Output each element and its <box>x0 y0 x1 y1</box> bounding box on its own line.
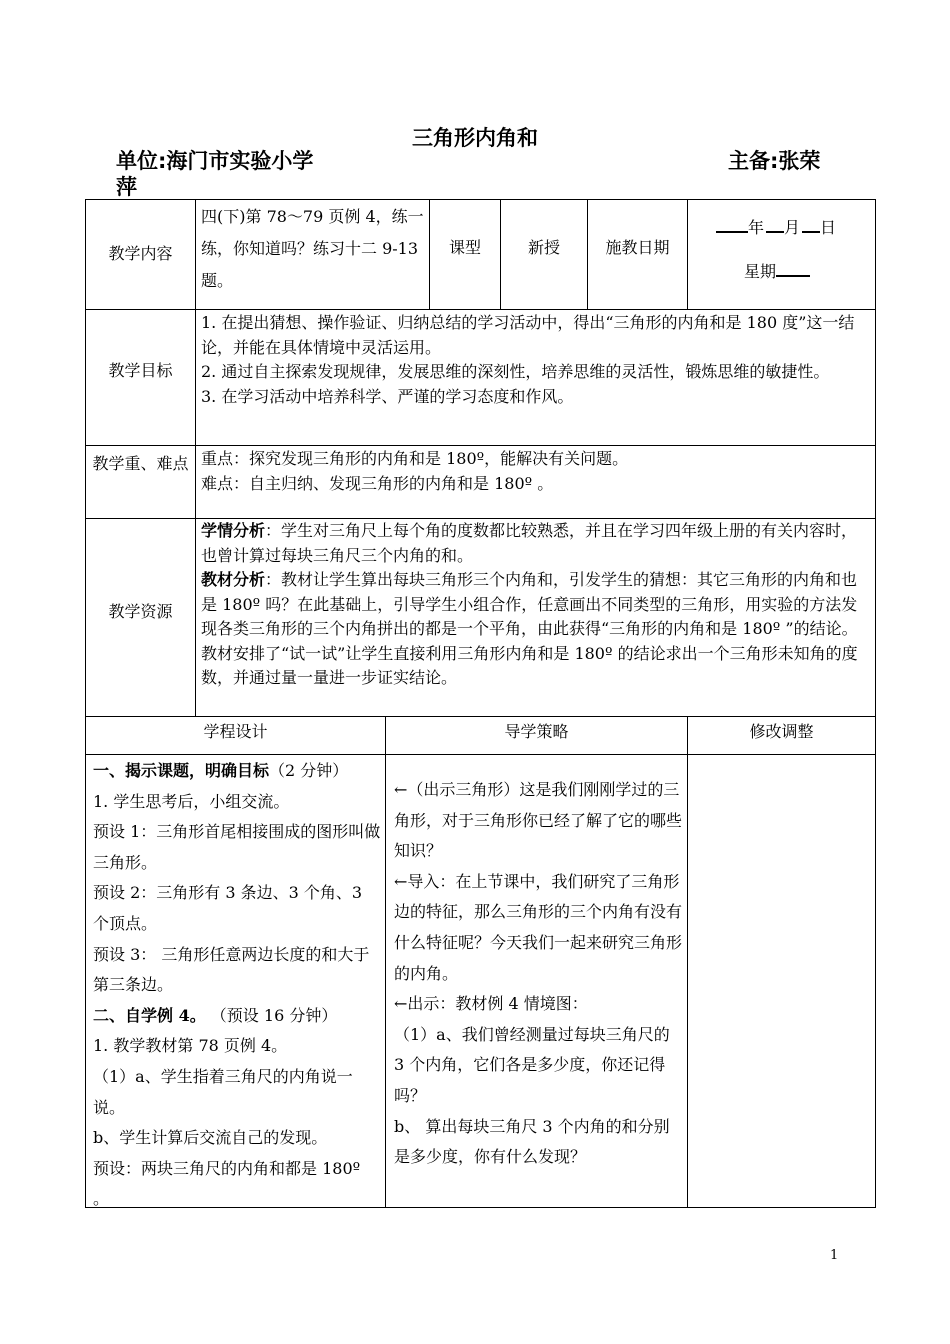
author-label: 主备:张荣 <box>728 149 821 173</box>
strategy-item: b、 算出每块三角尺 3 个内角的和分别是多少度，你有什么发现？ <box>394 1116 670 1167</box>
month-blank[interactable] <box>766 215 784 233</box>
objective-item: 3. 在学习活动中培养科学、严谨的学习态度和作风。 <box>201 386 574 406</box>
weekday-blank[interactable] <box>776 259 810 277</box>
objective-item: 1. 在提出猜想、操作验证、归纳总结的学习活动中，得出“三角形的内角和是 180 度”这一结论，并能在具体情境中灵活运用。 <box>201 313 855 357</box>
year-blank[interactable] <box>716 215 748 233</box>
date-label: 施教日期 <box>605 237 670 257</box>
row-label-content: 教学内容 <box>108 244 173 264</box>
column-header-design: 学程设计 <box>203 722 268 742</box>
design-item: 预设 1：三角形首尾相接围成的图形叫做三角形。 <box>93 822 381 872</box>
date-fields <box>688 200 875 309</box>
design-item: 预设 2：三角形有 3 条边、3 个角、3 个顶点。 <box>93 883 363 933</box>
section-2-time: （预设 16 分钟） <box>205 1005 338 1025</box>
design-item: 预设：两块三角尺的内角和都是 180º 。 <box>93 1158 361 1209</box>
resources-content <box>201 519 871 716</box>
day-unit: 日 <box>820 218 837 237</box>
material-analysis-text: ：教材让学生算出每块三角形三个内角和，引发学生的猜想：其它三角形的内角和也是 180º 吗？在此基础上，引导学生小组合作，任意画出不同类型的三角形，用实验的方法发现各类三角形的三个内角拼出的都是一个平角，由此获得“三角形的内角和是 180º ”的结论。教材安排了“试一试”让学生直接利用三角形内角和是 180º 的结论求出一个三角形未知角的度数，并通过量一量进一步证实结论。 <box>201 570 858 687</box>
material-analysis-heading: 教材分析 <box>201 570 266 589</box>
row-label-resources: 教学资源 <box>108 601 173 621</box>
key-point: 重点：探究发现三角形的内角和是 180º，能解决有关问题。 <box>201 449 629 468</box>
design-item: 1. 学生思考后，小组交流。 <box>93 791 290 811</box>
unit-label-continued: 萍 <box>116 175 137 199</box>
strategy-item: ←导入：在上节课中，我们研究了三角形边的特征，那么三角形的三个内角有没有什么特征呢？今天我们一起来研究三角形的内角。 <box>394 871 683 983</box>
lesson-type-label: 课型 <box>448 237 481 257</box>
unit-label: 单位:海门市实验小学 <box>116 149 314 173</box>
objectives-label: 教学目标 <box>108 360 173 380</box>
difficult-point: 难点：自主归纳、发现三角形的内角和是 180º 。 <box>201 473 554 493</box>
design-item: 1. 教学教材第 78 页例 4。 <box>93 1036 288 1056</box>
page-number: 1 <box>830 1248 839 1263</box>
design-item: （1）a、学生指着三角尺的内角说一说。 <box>93 1066 353 1117</box>
row-label-keypoints: 教学重、难点 <box>92 454 189 473</box>
strategy-column <box>394 775 682 1173</box>
day-blank[interactable] <box>802 215 820 233</box>
revision-column[interactable] <box>688 755 875 1207</box>
month-unit: 月 <box>784 218 801 237</box>
keypoints-content <box>201 447 871 517</box>
lesson-type-value: 新授 <box>527 237 560 257</box>
design-item: b、学生计算后交流自己的发现。 <box>93 1128 328 1148</box>
strategy-item: ←（出示三角形）这是我们刚刚学过的三角形，对于三角形你已经了解了它的哪些知识？ <box>394 780 683 861</box>
column-header-revision: 修改调整 <box>749 722 814 742</box>
row-label-objectives <box>86 310 195 432</box>
weekday-label: 星期 <box>744 262 777 281</box>
section-1-time: （2 分钟） <box>269 761 349 780</box>
strategy-item: （1）a、我们曾经测量过每块三角尺的 3 个内角，它们各是多少度，你还记得吗？ <box>394 1024 670 1105</box>
design-column <box>93 756 381 1215</box>
objectives-content <box>201 311 871 445</box>
student-analysis-heading: 学情分析 <box>201 521 266 540</box>
teaching-content: 四(下)第 78～79 页例 4，练一练，你知道吗？练习十二 9-13 题。 <box>201 207 424 290</box>
student-analysis-text: ：学生对三角尺上每个角的度数都比较熟悉，并且在学习四年级上册的有关内容时，也曾计算过每块三角尺三个内角的和。 <box>201 521 858 565</box>
section-1-heading: 一、揭示课题，明确目标 <box>93 761 270 780</box>
document-title: 三角形内角和 <box>412 126 538 150</box>
strategy-item: ←出示：教材例 4 情境图： <box>394 994 588 1014</box>
column-header-strategy: 导学策略 <box>504 722 569 742</box>
objective-item: 2. 通过自主探索发现规律，发展思维的深刻性，培养思维的灵活性，锻炼思维的敏捷性。 <box>201 362 830 381</box>
design-item: 预设 3： 三角形任意两边长度的和大于第三条边。 <box>93 944 370 995</box>
section-2-heading: 二、自学例 4。 <box>93 1005 206 1025</box>
year-unit: 年 <box>748 218 765 237</box>
